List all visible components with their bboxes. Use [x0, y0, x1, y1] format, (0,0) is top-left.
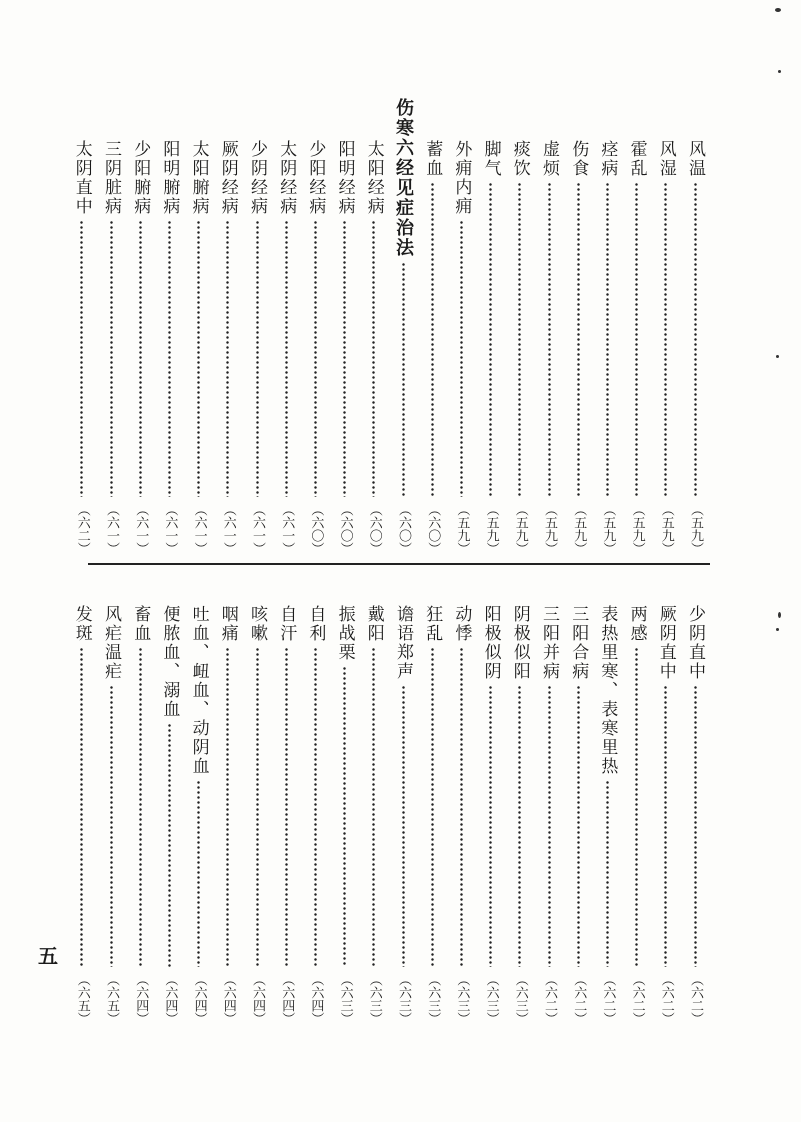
entry-page-number: （六二） [600, 973, 616, 1025]
entry-page-number: （六二） [74, 503, 90, 555]
dot-leader [226, 647, 229, 967]
scan-speck [775, 8, 781, 12]
dot-leader [168, 220, 171, 497]
toc-entry[interactable] [157, 140, 181, 555]
dot-leader [635, 647, 638, 967]
entry-title: 少阳经病 [305, 140, 326, 216]
entry-title: 三阳并病 [539, 605, 559, 681]
entry-page-number: （六〇） [308, 503, 324, 555]
entry-title: 畜血 [130, 605, 151, 643]
entry-page-number: （六三） [366, 973, 382, 1025]
dot-leader [548, 685, 551, 967]
toc-entry[interactable] [595, 140, 619, 555]
toc-entry[interactable] [391, 605, 415, 1025]
entry-title: 痰饮 [509, 140, 530, 178]
entry-page-number: （六一） [191, 503, 207, 555]
entry-title: 痉病 [597, 140, 618, 178]
toc-entry[interactable] [70, 140, 94, 555]
toc-entry[interactable] [274, 605, 298, 1025]
entry-page-number: （六二） [658, 973, 674, 1025]
toc-entry[interactable] [362, 605, 386, 1025]
entry-title: 阳明经病 [334, 140, 355, 216]
entry-title: 吐血、衄血、动阴血 [188, 605, 209, 776]
toc-entry[interactable] [479, 605, 503, 1025]
entry-page-number: （六一） [279, 503, 295, 555]
entry-page-number: （五九） [454, 503, 470, 555]
toc-entry[interactable] [362, 140, 386, 555]
toc-entry[interactable] [157, 605, 181, 1025]
toc-entry[interactable] [333, 605, 357, 1025]
entry-title: 便脓血、溺血 [159, 605, 180, 719]
page-folio: 五 [38, 944, 58, 968]
toc-entry[interactable] [99, 140, 123, 555]
dot-leader [694, 182, 697, 497]
entry-title: 三阳合病 [568, 605, 589, 681]
dot-leader [110, 220, 113, 497]
dot-leader [285, 647, 288, 967]
entry-title: 风疟温疟 [101, 605, 121, 681]
toc-entry[interactable] [303, 605, 327, 1025]
entry-page-number: （六四） [279, 973, 295, 1025]
entry-title: 阳明腑病 [159, 140, 180, 216]
toc-entry[interactable] [683, 140, 707, 555]
entry-page-number: （五九） [571, 503, 587, 555]
entry-title: 太阴直中 [71, 140, 92, 216]
toc-entry[interactable] [420, 140, 444, 555]
toc-entry[interactable] [245, 140, 269, 555]
toc-entry[interactable] [479, 140, 503, 555]
dot-leader [314, 220, 317, 497]
entry-title: 自利 [305, 605, 326, 643]
entry-page-number: （六四） [220, 973, 236, 1025]
entry-title: 咽痛 [217, 605, 238, 643]
entry-page-number: （六三） [483, 973, 499, 1025]
entry-page-number: （六〇） [396, 503, 411, 555]
entry-title: 外痈内痈 [451, 140, 472, 216]
dot-leader [372, 647, 375, 967]
entry-title: 厥阴经病 [217, 140, 238, 216]
dot-leader [431, 182, 434, 497]
entry-page-number: （六三） [454, 973, 470, 1025]
toc-entry[interactable] [508, 605, 532, 1025]
toc-entry[interactable] [449, 605, 473, 1025]
dot-leader [285, 220, 288, 497]
dot-leader [489, 685, 492, 967]
entry-title: 太阴经病 [276, 140, 297, 216]
dot-leader [80, 220, 83, 497]
scan-speck [778, 612, 781, 618]
toc-entry[interactable] [654, 605, 678, 1025]
dot-leader [372, 220, 375, 497]
dot-leader [314, 647, 317, 967]
dot-leader [518, 182, 521, 497]
entry-page-number: （五九） [483, 503, 499, 555]
toc-entry[interactable] [625, 605, 649, 1025]
entry-title: 脚气 [480, 140, 501, 178]
toc-entry[interactable] [128, 140, 152, 555]
entry-title: 伤寒六经见症治法 [393, 98, 414, 258]
entry-title: 少阳腑病 [130, 140, 151, 216]
dot-leader [606, 780, 609, 967]
dot-leader [577, 685, 580, 967]
entry-page-number: （六四） [308, 973, 324, 1025]
dot-leader [139, 647, 142, 967]
entry-title: 太阳腑病 [188, 140, 209, 216]
toc-entry[interactable] [508, 140, 532, 555]
entry-title: 阴极似阳 [509, 605, 530, 681]
dot-leader [548, 182, 551, 497]
dot-leader [431, 647, 434, 967]
dot-leader [226, 220, 229, 497]
entry-title: 风湿 [655, 140, 676, 178]
entry-page-number: （六二） [629, 973, 645, 1025]
dot-leader [518, 685, 521, 967]
entry-page-number: （五九） [658, 503, 674, 555]
dot-leader [256, 647, 259, 967]
dot-leader [80, 647, 83, 967]
toc-entry[interactable] [654, 140, 678, 555]
toc-entry[interactable] [70, 605, 94, 1025]
toc-entry[interactable] [99, 605, 123, 1025]
entry-title: 伤食 [568, 140, 589, 178]
entry-page-number: （六二） [542, 973, 557, 1025]
entry-title: 表热里寒、表寒里热 [597, 605, 618, 776]
toc-entry[interactable] [128, 605, 152, 1025]
entry-page-number: （六四） [133, 973, 149, 1025]
entry-page-number: （六三） [337, 973, 353, 1025]
scan-speck [776, 628, 779, 631]
toc-entry[interactable] [187, 140, 211, 555]
toc-entry[interactable] [566, 605, 590, 1025]
dot-leader [606, 182, 609, 497]
toc-entry[interactable] [420, 605, 444, 1025]
dot-leader [402, 685, 405, 967]
toc-entry[interactable] [537, 605, 561, 1025]
toc-entry[interactable] [595, 605, 619, 1025]
toc-entry[interactable] [274, 140, 298, 555]
entry-title: 少阴经病 [247, 140, 267, 216]
entry-page-number: （五九） [600, 503, 616, 555]
entry-title: 谵语郑声 [393, 605, 413, 681]
entry-title: 阳极似阴 [480, 605, 501, 681]
entry-page-number: （五九） [688, 503, 703, 555]
entry-title: 两感 [626, 605, 647, 643]
entry-page-number: （六四） [191, 973, 207, 1025]
entry-page-number: （六一） [104, 503, 119, 555]
entry-title: 风温 [685, 140, 705, 178]
dot-leader [343, 666, 346, 967]
entry-page-number: （六二） [571, 973, 587, 1025]
entry-title: 狂乱 [422, 605, 443, 643]
toc-entry[interactable] [245, 605, 269, 1025]
scan-speck [778, 70, 781, 73]
dot-leader [197, 780, 200, 967]
entry-page-number: （六五） [74, 973, 90, 1025]
dot-leader [577, 182, 580, 497]
dot-leader [110, 685, 113, 967]
entry-page-number: （六三） [512, 973, 528, 1025]
entry-page-number: （六〇） [366, 503, 382, 555]
entry-page-number: （六一） [220, 503, 236, 555]
dot-leader [460, 647, 463, 967]
entry-title: 咳嗽 [247, 605, 267, 643]
toc-entry[interactable] [449, 140, 473, 555]
entry-page-number: （六三） [425, 973, 441, 1025]
entry-page-number: （六一） [162, 503, 178, 555]
entry-page-number: （六三） [396, 973, 411, 1025]
entry-title: 虚烦 [539, 140, 559, 178]
entry-title: 蓄血 [422, 140, 443, 178]
dot-leader [197, 220, 200, 497]
entry-title: 少阴直中 [685, 605, 705, 681]
dot-leader [635, 182, 638, 497]
dot-leader [664, 685, 667, 967]
entry-page-number: （六〇） [337, 503, 353, 555]
entry-title: 三阴脏病 [101, 140, 121, 216]
toc-entry[interactable] [303, 140, 327, 555]
dot-leader [402, 262, 405, 497]
entry-title: 振战栗 [334, 605, 355, 662]
entry-page-number: （五九） [629, 503, 645, 555]
toc-entry[interactable] [187, 605, 211, 1025]
toc-section-heading[interactable] [391, 98, 415, 555]
entry-page-number: （五九） [542, 503, 557, 555]
toc-entry[interactable] [537, 140, 561, 555]
scan-speck [776, 355, 779, 358]
entry-title: 霍乱 [626, 140, 647, 178]
entry-page-number: （五九） [512, 503, 528, 555]
dot-leader [343, 220, 346, 497]
entry-title: 太阳经病 [363, 140, 384, 216]
entry-page-number: （六五） [104, 973, 119, 1025]
dot-leader [168, 723, 171, 967]
toc-entry[interactable] [216, 140, 240, 555]
entry-title: 自汗 [276, 605, 297, 643]
entry-title: 厥阴直中 [655, 605, 676, 681]
dot-leader [664, 182, 667, 497]
dot-leader [139, 220, 142, 497]
entry-title: 动悸 [451, 605, 472, 643]
entry-page-number: （六一） [250, 503, 265, 555]
entry-title: 发斑 [71, 605, 92, 643]
section-divider [88, 563, 710, 565]
dot-leader [489, 182, 492, 497]
entry-page-number: （六四） [162, 973, 178, 1025]
entry-page-number: （六二） [688, 973, 703, 1025]
entry-page-number: （六一） [133, 503, 149, 555]
toc-entry[interactable] [683, 605, 707, 1025]
dot-leader [694, 685, 697, 967]
entry-title: 戴阳 [363, 605, 384, 643]
toc-entry[interactable] [333, 140, 357, 555]
toc-entry[interactable] [216, 605, 240, 1025]
toc-entry[interactable] [625, 140, 649, 555]
entry-page-number: （六四） [250, 973, 265, 1025]
dot-leader [460, 220, 463, 497]
dot-leader [256, 220, 259, 497]
toc-entry[interactable] [566, 140, 590, 555]
entry-page-number: （六〇） [425, 503, 441, 555]
